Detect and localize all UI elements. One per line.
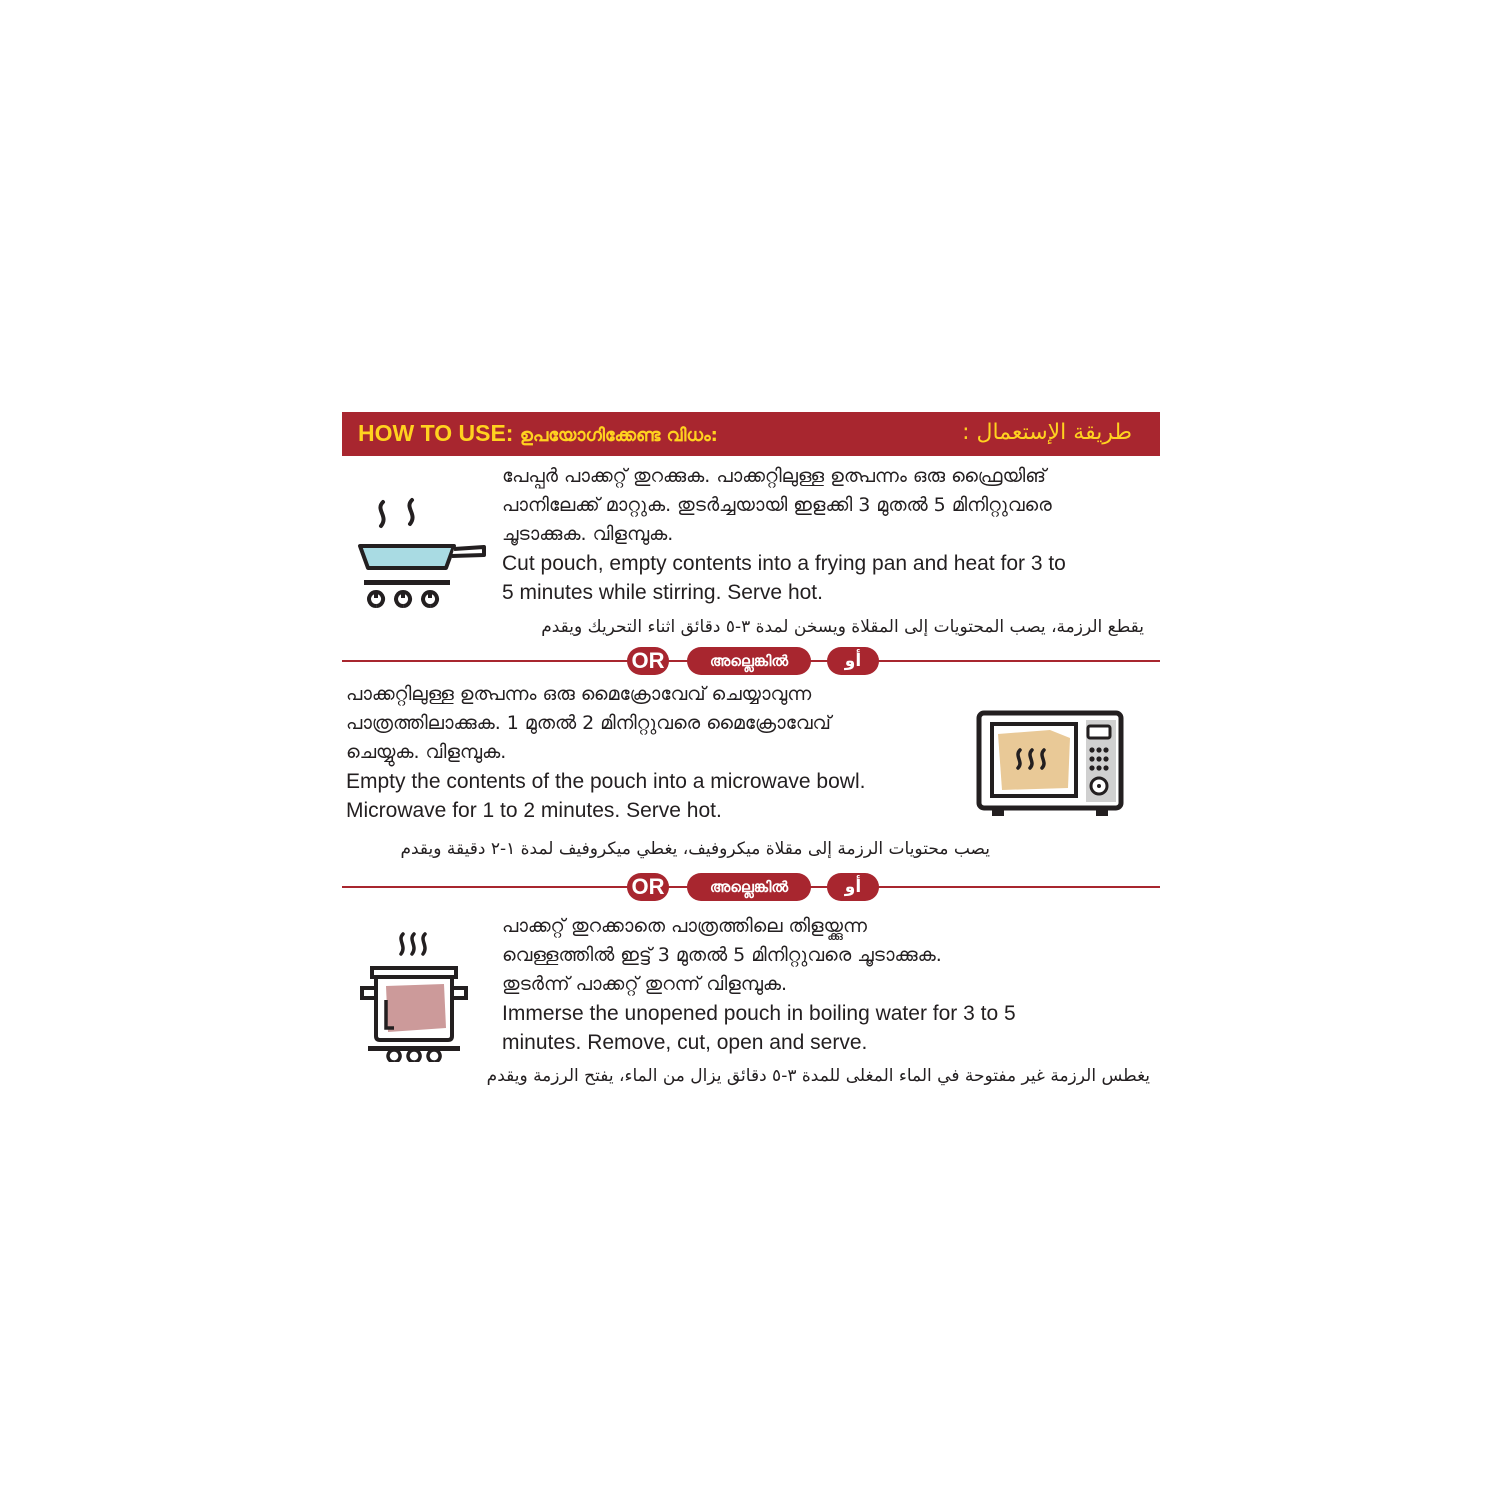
separator-2-or-ar: أو bbox=[827, 873, 879, 901]
header-bar bbox=[342, 412, 1160, 456]
method-2-en-line-1: Empty the contents of the pouch into a microwave bowl. bbox=[346, 770, 866, 793]
method-2-en-line-2: Microwave for 1 to 2 minutes. Serve hot. bbox=[346, 799, 722, 822]
method-2-text bbox=[346, 680, 865, 825]
separator-1 bbox=[627, 647, 879, 675]
how-to-use-panel bbox=[342, 412, 1160, 1102]
method-3-text bbox=[502, 912, 1016, 1057]
method-3-en-line-2: minutes. Remove, cut, open and serve. bbox=[502, 1031, 868, 1054]
method-1-ml-line-2: പാനിലേക്ക് മാറ്റുക. തുടർച്ചയായി ഇളക്കി 3 മുതൽ 5 മിനിറ്റുവരെ bbox=[502, 494, 1052, 516]
method-2-ml-line-3: ചെയ്യുക. വിളമ്പുക. bbox=[346, 741, 507, 763]
method-2-ar: يصب محتويات الرزمة إلى مقلاة ميكروفيف، يغطي ميكروفيف لمدة ١-٢ دقيقة ويقدم bbox=[400, 839, 990, 859]
method-2-ml-line-2: പാത്രത്തിലാക്കുക. 1 മുതൽ 2 മിനിറ്റുവരെ മൈക്രോവേവ് bbox=[346, 712, 831, 734]
method-1-ml-line-3: ചൂടാക്കുക. വിളമ്പുക. bbox=[502, 523, 674, 545]
separator-2-or-ml: അല്ലെങ്കിൽ bbox=[687, 873, 811, 901]
separator-1-or-en: OR bbox=[627, 647, 669, 675]
header-title-ml: ഉപയോഗിക്കേണ്ട വിധം: bbox=[519, 425, 718, 446]
method-3-ar: يغطس الرزمة غير مفتوحة في الماء المغلى للمدة ٣-٥ دقائق يزال من الماء، يفتح الرزمة ويقدم bbox=[486, 1066, 1150, 1086]
microwave-icon bbox=[976, 710, 1124, 824]
method-3-ml-line-2: വെള്ളത്തിൽ ഇട്ട് 3 മുതൽ 5 മിനിറ്റുവരെ ചൂടാക്കുക. bbox=[502, 944, 942, 966]
frying-pan-on-stove-icon bbox=[356, 494, 490, 614]
method-1-ml-line-1: പേപ്പർ പാക്കറ്റ് തുറക്കുക. പാക്കറ്റിലുള്ള ഉത്പന്നം ഒരു ഫ്രൈയിങ് bbox=[502, 465, 1047, 487]
header-title-en: HOW TO USE: bbox=[358, 420, 514, 446]
method-1-text bbox=[502, 462, 1066, 607]
separator-1-or-ar: أو bbox=[827, 647, 879, 675]
separator-2 bbox=[627, 873, 879, 901]
separator-1-or-ml: അല്ലെങ്കിൽ bbox=[687, 647, 811, 675]
separator-2-or-en: OR bbox=[627, 873, 669, 901]
method-1-en-line-1: Cut pouch, empty contents into a frying pan and heat for 3 to bbox=[502, 552, 1066, 575]
method-3-en-line-1: Immerse the unopened pouch in boiling water for 3 to 5 bbox=[502, 1002, 1016, 1025]
header-title bbox=[358, 420, 718, 447]
method-3-ml-line-1: പാക്കറ്റ് തുറക്കാതെ പാത്രത്തിലെ തിളയ്ക്കുന്ന bbox=[502, 915, 867, 937]
method-1-ar: يقطع الرزمة، يصب المحتويات إلى المقلاة ويسخن لمدة ٣-٥ دقائق اثناء التحريك ويقدم bbox=[541, 617, 1144, 637]
method-2-ml-line-1: പാക്കറ്റിലുള്ള ഉത്പന്നം ഒരു മൈക്രോവേവ് ചെയ്യാവുന്ന bbox=[346, 683, 812, 705]
method-1-en-line-2: 5 minutes while stirring. Serve hot. bbox=[502, 581, 823, 604]
method-3-ml-line-3: തുടർന്ന് പാക്കറ്റ് തുറന്ന് വിളമ്പുക. bbox=[502, 973, 788, 995]
header-title-ar: طريقة الإستعمال : bbox=[962, 420, 1132, 445]
boiling-pot-icon bbox=[358, 928, 470, 1066]
